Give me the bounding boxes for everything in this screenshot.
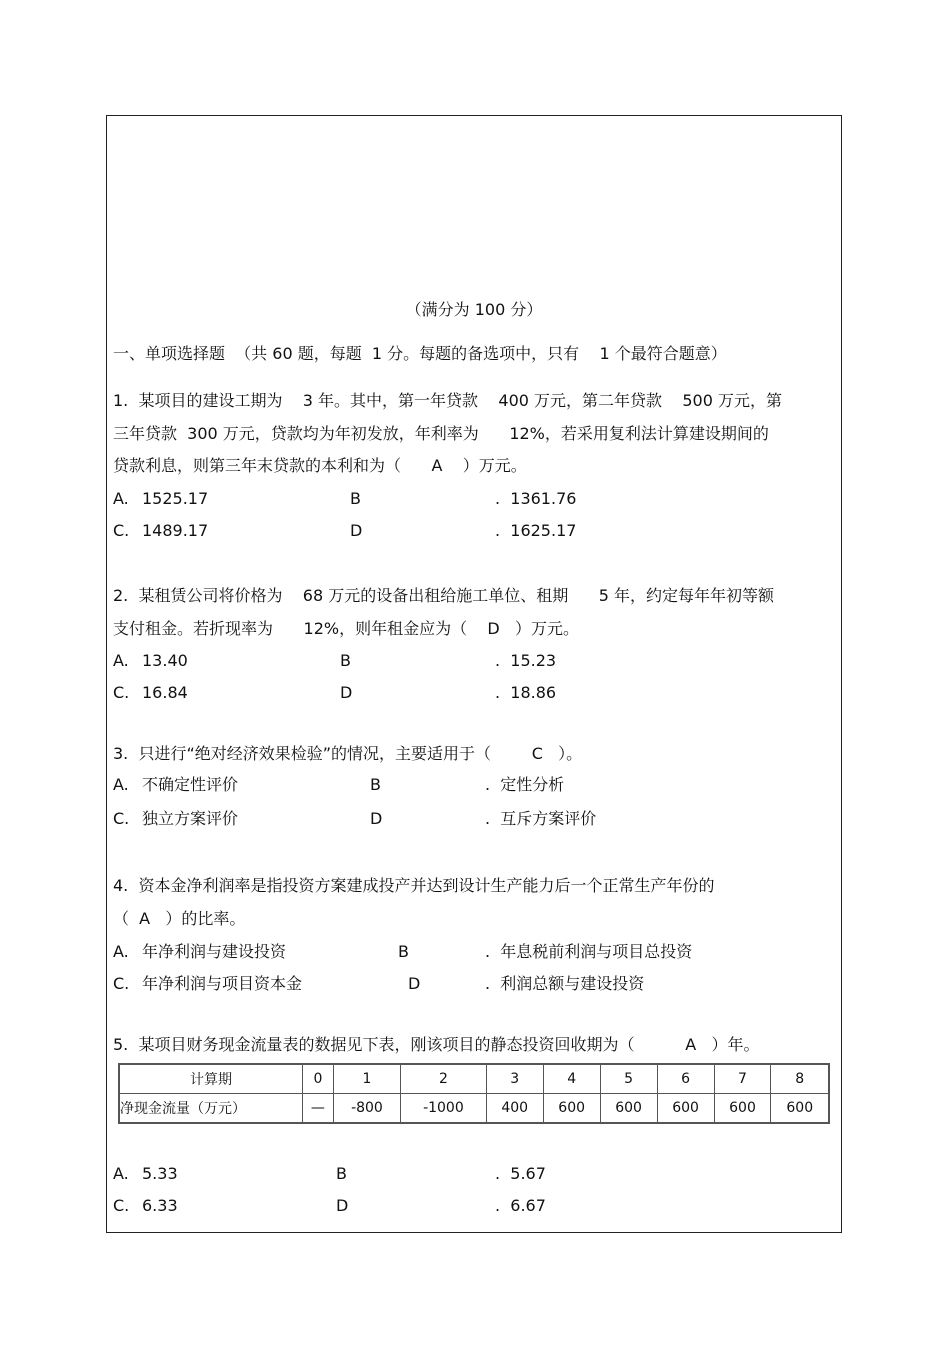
q1-line-2: 三年贷款 300 万元，贷款均为年初发放，年利率为 12%，若采用复利法计算建设期间的 [113, 424, 769, 443]
q4-option-d-text: . 利润总额与建设投资 [485, 974, 645, 993]
q1-option-c-letter: C. [113, 521, 130, 540]
q1-line-1: 1. 某项目的建设工期为 3 年。其中，第一年贷款 400 万元，第二年贷款 500 万元，第 [113, 391, 782, 410]
q1-option-d-letter: D [350, 521, 363, 540]
q4-option-b-text: . 年息税前利润与项目总投资 [485, 942, 693, 961]
q1-option-a-text: 1525.17 [142, 489, 209, 508]
q2-option-d-text: . 18.86 [495, 683, 557, 702]
table-cell: -1000 [401, 1094, 487, 1124]
q2-option-b-text: . 15.23 [495, 651, 557, 670]
q3-line-1: 3. 只进行“绝对经济效果检验”的情况，主要适用于（ C ）。 [113, 744, 583, 763]
q3-option-d-text: . 互斥方案评价 [485, 809, 597, 828]
q1-option-c-text: 1489.17 [142, 521, 209, 540]
table-header-cell: 6 [657, 1064, 714, 1094]
q5-option-d-text: . 6.67 [495, 1196, 546, 1215]
q4-option-a-letter: A. [113, 942, 129, 961]
table-cell: 400 [486, 1094, 543, 1124]
table-header-cell: 5 [600, 1064, 657, 1094]
q1-option-b-text: . 1361.76 [495, 489, 577, 508]
q5-line-1: 5. 某项目财务现金流量表的数据见下表，刚该项目的静态投资回收期为（ A ）年。 [113, 1035, 760, 1054]
q3-option-b-text: . 定性分析 [485, 775, 565, 794]
q2-option-b-letter: B [340, 651, 351, 670]
section-title: 一、单项选择题 （共 60 题，每题 1 分。每题的备选项中，只有 1 个最符合题意） [113, 344, 727, 363]
q5-option-a-text: 5.33 [142, 1164, 178, 1183]
q2-option-c-text: 16.84 [142, 683, 188, 702]
table-cell: — [303, 1094, 334, 1124]
q1-option-d-text: . 1625.17 [495, 521, 577, 540]
q2-option-a-text: 13.40 [142, 651, 188, 670]
q5-option-b-text: . 5.67 [495, 1164, 546, 1183]
table-header-cell: 7 [714, 1064, 771, 1094]
q3-option-d-letter: D [370, 809, 383, 828]
table-cell: 600 [657, 1094, 714, 1124]
q4-option-c-text: 年净利润与项目资本金 [142, 974, 303, 993]
q3-option-a-letter: A. [113, 775, 129, 794]
q2-option-d-letter: D [340, 683, 353, 702]
q3-option-b-letter: B [370, 775, 381, 794]
full-score-note: （满分为 100 分） [405, 300, 543, 319]
q5-option-d-letter: D [336, 1196, 349, 1215]
q4-option-d-letter: D [408, 974, 421, 993]
q1-line-3: 贷款利息，则第三年末贷款的本利和为（ A ）万元。 [113, 456, 527, 475]
table-cell: 600 [600, 1094, 657, 1124]
q2-line-2: 支付租金。若折现率为 12%，则年租金应为（ D ）万元。 [113, 619, 580, 638]
table-row [119, 1064, 829, 1094]
q5-option-b-letter: B [336, 1164, 347, 1183]
table-header-cell: 3 [486, 1064, 543, 1094]
q4-option-b-letter: B [398, 942, 409, 961]
q3-option-a-text: 不确定性评价 [142, 775, 239, 794]
table-header-cell: 2 [401, 1064, 487, 1094]
table-header-cell: 8 [771, 1064, 829, 1094]
table-header-cell: 1 [333, 1064, 400, 1094]
table-row [119, 1094, 829, 1124]
table-cell: 600 [771, 1094, 829, 1124]
q4-option-c-letter: C. [113, 974, 130, 993]
table-header-cell: 计算期 [119, 1064, 303, 1094]
table-cell: -800 [333, 1094, 400, 1124]
q2-option-c-letter: C. [113, 683, 130, 702]
q4-line-2: （ A ）的比率。 [113, 909, 246, 928]
q1-option-b-letter: B [350, 489, 361, 508]
q2-option-a-letter: A. [113, 651, 129, 670]
table-cell: 600 [543, 1094, 600, 1124]
table-header-cell: 4 [543, 1064, 600, 1094]
table-cell: 600 [714, 1094, 771, 1124]
q5-option-c-letter: C. [113, 1196, 130, 1215]
q5-option-c-text: 6.33 [142, 1196, 178, 1215]
q2-line-1: 2. 某租赁公司将价格为 68 万元的设备出租给施工单位、租期 5 年，约定每年年初等额 [113, 586, 775, 605]
q4-option-a-text: 年净利润与建设投资 [142, 942, 287, 961]
q1-option-a-letter: A. [113, 489, 129, 508]
table-header-cell: 0 [303, 1064, 334, 1094]
q5-option-a-letter: A. [113, 1164, 129, 1183]
table-cell: 净现金流量（万元） [119, 1094, 303, 1124]
cashflow-table [118, 1063, 830, 1124]
q4-line-1: 4. 资本金净利润率是指投资方案建成投产并达到设计生产能力后一个正常生产年份的 [113, 876, 715, 895]
q3-option-c-text: 独立方案评价 [142, 809, 239, 828]
q3-option-c-letter: C. [113, 809, 130, 828]
